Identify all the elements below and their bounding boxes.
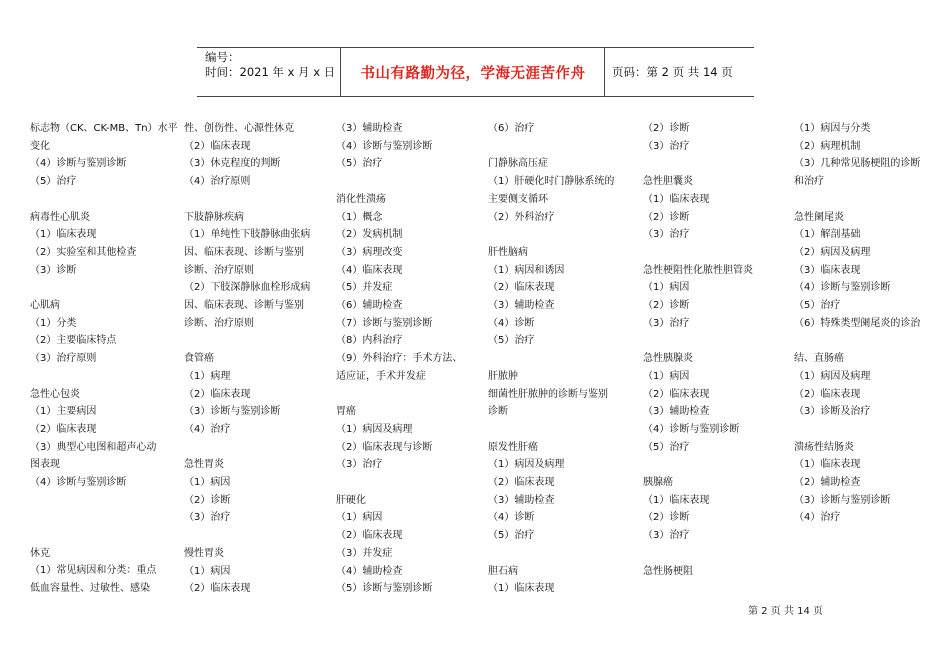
outline-line: （3）治疗 <box>643 229 690 241</box>
outline-column-1 <box>30 120 178 598</box>
blank-line <box>30 527 178 545</box>
document-date: 时间：2021 年 x 月 x 日 <box>205 65 336 79</box>
outline-line: 下肢静脉疾病 <box>184 211 244 223</box>
outline-line: （1）分类 <box>30 317 77 329</box>
outline-line: （1）临床表现 <box>643 494 710 506</box>
blank-line <box>643 456 791 474</box>
page-header <box>197 47 754 97</box>
outline-line: 门静脉高压症 <box>488 158 548 170</box>
outline-line: （4）治疗 <box>794 512 841 524</box>
blank-line <box>184 439 332 457</box>
outline-line: （1）病因及病理 <box>488 459 565 471</box>
outline-column-3 <box>336 120 484 598</box>
outline-line: （2）临床表现 <box>488 477 555 488</box>
outline-line: （3）治疗 <box>184 512 231 524</box>
header-divider <box>604 47 605 97</box>
outline-line: （4）诊断与鉴别诊断 <box>643 423 740 435</box>
outline-line: 主要侧支循环 <box>488 193 548 205</box>
blank-line <box>30 279 178 297</box>
outline-line: （7）诊断与鉴别诊断 <box>336 317 433 329</box>
outline-line: （3）治疗 <box>643 317 690 329</box>
outline-line: （4）治疗原则 <box>184 176 251 188</box>
outline-line: （2）临床表现与诊断 <box>336 441 433 453</box>
outline-line: （3）诊断与鉴别诊断 <box>184 406 281 418</box>
outline-line: （2）诊断 <box>184 494 231 506</box>
outline-line: 休克 <box>30 547 50 559</box>
header-divider <box>340 47 341 97</box>
outline-line: （3）辅助检查 <box>336 123 403 134</box>
blank-line <box>488 421 636 439</box>
outline-line: （5）并发症 <box>336 282 393 294</box>
outline-line: 溃疡性结肠炎 <box>794 441 854 453</box>
outline-line: 食管癌 <box>184 353 214 365</box>
blank-line <box>643 545 791 563</box>
header-motto: 书山有路勤为径，学海无涯苦作舟 <box>360 65 586 82</box>
outline-line: （1）病因 <box>643 282 690 294</box>
outline-line: （2）临床表现 <box>488 282 555 294</box>
outline-line: （8）内科治疗 <box>336 335 403 347</box>
outline-line: （1）主要病因 <box>30 406 97 418</box>
blank-line <box>184 191 332 209</box>
outline-line: 急性梗阻性化脓性胆管炎 <box>643 264 753 276</box>
outline-line: （5）治疗 <box>643 441 690 453</box>
outline-line: （2）临床表现 <box>794 388 861 400</box>
outline-line: （6）治疗 <box>488 123 535 134</box>
outline-line: 诊断 <box>488 406 508 418</box>
outline-line: 急性胰腺炎 <box>643 353 693 365</box>
outline-line: （3）治疗原则 <box>30 353 97 365</box>
outline-line: （2）诊断 <box>643 300 690 311</box>
outline-line: 肝脓肿 <box>488 370 518 382</box>
blank-line <box>184 527 332 545</box>
document-number-label: 编号： <box>205 50 240 64</box>
blank-line <box>30 368 178 386</box>
outline-column-2 <box>184 120 332 598</box>
outline-line: 肝性脑病 <box>488 246 528 258</box>
outline-line: （4）诊断与鉴别诊断 <box>794 282 891 294</box>
header-meta <box>205 50 335 80</box>
outline-line: （1）病因与分类 <box>794 123 871 134</box>
outline-line: 性、创伤性、心源性休克 <box>184 123 294 134</box>
outline-line: 低血容量性、过敏性、感染 <box>30 583 150 595</box>
outline-line: （2）病因及病理 <box>794 246 871 258</box>
outline-line: （1）常见病因和分类：重点 <box>30 565 157 577</box>
outline-line: （5）治疗 <box>488 530 535 542</box>
outline-line: 诊断、治疗原则 <box>184 264 254 276</box>
outline-line: （1）临床表现 <box>794 459 861 471</box>
outline-line: （4）诊断与鉴别诊断 <box>30 477 127 489</box>
outline-line: （2）辅助检查 <box>794 477 861 489</box>
outline-line: （1）单纯性下肢静脉曲张病 <box>184 229 311 241</box>
outline-line: （2）实验室和其他检查 <box>30 246 137 258</box>
outline-line: 细菌性肝脓肿的诊断与鉴别 <box>488 388 608 400</box>
page-footer: 第 2 页 共 14 页 <box>748 606 823 617</box>
outline-line: 心肌病 <box>30 300 60 311</box>
outline-column-6 <box>794 120 942 527</box>
blank-line <box>336 474 484 492</box>
outline-line: （4）诊断 <box>488 317 535 329</box>
outline-line: （3）并发症 <box>336 547 393 559</box>
outline-line: 胰腺癌 <box>643 477 673 488</box>
outline-line: （2）下肢深静脉血栓形成病 <box>184 282 311 294</box>
outline-line: （1）病因 <box>184 477 231 489</box>
outline-line: （1）病因 <box>336 512 383 524</box>
outline-line: 肝硬化 <box>336 494 366 506</box>
outline-line: （1）概念 <box>336 211 383 223</box>
outline-line: （2）临床表现 <box>184 583 251 595</box>
outline-line: （3）诊断与鉴别诊断 <box>794 494 891 506</box>
outline-line: （1）解剖基础 <box>794 229 861 241</box>
blank-line <box>643 332 791 350</box>
outline-line: 消化性溃疡 <box>336 193 386 205</box>
outline-line: （2）临床表现 <box>336 530 403 542</box>
outline-line: （2）临床表现 <box>643 388 710 400</box>
outline-line: （3）几种常见肠梗阻的诊断 <box>794 158 921 170</box>
outline-line: 原发性肝癌 <box>488 441 538 453</box>
outline-line: （6）辅助检查 <box>336 300 403 312</box>
outline-line: （3）治疗 <box>643 140 690 152</box>
outline-line: 胆石病 <box>488 565 518 577</box>
outline-line: （5）诊断与鉴别诊断 <box>336 583 433 595</box>
outline-line: 图表现 <box>30 459 60 471</box>
outline-line: （2）临床表现 <box>184 140 251 152</box>
outline-line: （1）病因及病理 <box>336 423 413 435</box>
outline-line: 诊断、治疗原则 <box>184 317 254 329</box>
outline-line: （3）辅助检查 <box>643 406 710 418</box>
blank-line <box>30 492 178 510</box>
blank-line <box>184 332 332 350</box>
outline-line: （3）病理改变 <box>336 246 403 258</box>
outline-line: （3）辅助检查 <box>488 300 555 311</box>
outline-line: 和治疗 <box>794 176 824 188</box>
outline-line: （2）临床表现 <box>184 388 251 400</box>
blank-line <box>30 509 178 527</box>
outline-line: （4）诊断与鉴别诊断 <box>30 158 127 170</box>
outline-line: （3）治疗 <box>643 530 690 542</box>
blank-line <box>488 138 636 156</box>
blank-line <box>488 350 636 368</box>
blank-line <box>488 545 636 563</box>
outline-column-5 <box>643 120 791 580</box>
outline-line: （3）辅助检查 <box>488 494 555 506</box>
header-page-info: 页码：第 2 页 共 14 页 <box>612 65 733 79</box>
outline-line: （1）肝硬化时门静脉系统的 <box>488 176 615 188</box>
outline-line: （3）诊断及治疗 <box>794 406 871 418</box>
outline-line: （1）临床表现 <box>488 583 555 595</box>
outline-line: （3）诊断 <box>30 264 77 276</box>
blank-line <box>30 191 178 209</box>
outline-line: （2）病理机制 <box>794 140 861 152</box>
blank-line <box>794 332 942 350</box>
blank-line <box>794 191 942 209</box>
outline-line: （1）病理 <box>184 370 231 382</box>
outline-line: 急性心包炎 <box>30 388 80 400</box>
outline-line: 慢性胃炎 <box>184 547 224 559</box>
outline-line: （4）诊断 <box>488 512 535 524</box>
outline-line: （3）典型心电图和超声心动 <box>30 441 157 453</box>
outline-column-4 <box>488 120 636 598</box>
outline-line: （4）辅助检查 <box>336 565 403 577</box>
outline-line: （2）临床表现 <box>30 423 97 435</box>
outline-line: 病毒性心肌炎 <box>30 211 90 223</box>
outline-line: 胃癌 <box>336 406 356 418</box>
outline-line: （2）主要临床特点 <box>30 335 117 347</box>
outline-line: 急性阑尾炎 <box>794 211 844 223</box>
outline-line: （5）治疗 <box>794 300 841 312</box>
outline-line: （1）临床表现 <box>30 229 97 241</box>
blank-line <box>336 173 484 191</box>
blank-line <box>336 386 484 404</box>
outline-line: 结、直肠癌 <box>794 353 844 365</box>
blank-line <box>643 244 791 262</box>
outline-line: （3）休克程度的判断 <box>184 158 281 170</box>
outline-line: （9）外科治疗：手术方法、 <box>336 353 463 365</box>
outline-line: （2）外科治疗 <box>488 211 555 223</box>
outline-line: 适应证，手术并发症 <box>336 370 426 382</box>
outline-line: （1）病因 <box>643 370 690 382</box>
outline-line: （5）治疗 <box>336 158 383 170</box>
outline-line: （4）诊断与鉴别诊断 <box>336 140 433 152</box>
outline-line: 标志物（CK、CK-MB、Tn）水平变化 <box>30 123 178 152</box>
outline-line: （2）诊断 <box>643 512 690 524</box>
blank-line <box>488 226 636 244</box>
outline-line: （5）治疗 <box>488 335 535 347</box>
outline-line: （1）病因及病理 <box>794 370 871 382</box>
blank-line <box>794 421 942 439</box>
outline-line: （2）诊断 <box>643 211 690 223</box>
outline-line: 因、临床表现、诊断与鉴别 <box>184 300 304 312</box>
outline-line: 因、临床表现、诊断与鉴别 <box>184 246 304 258</box>
outline-line: （2）诊断 <box>643 123 690 134</box>
outline-line: 急性胃炎 <box>184 459 224 471</box>
outline-line: （6）特殊类型阑尾炎的诊治 <box>794 317 921 329</box>
outline-line: （1）病因 <box>184 565 231 577</box>
outline-line: 急性肠梗阻 <box>643 565 693 577</box>
outline-line: （4）临床表现 <box>336 264 403 276</box>
outline-line: 急性胆囊炎 <box>643 176 693 188</box>
blank-line <box>643 155 791 173</box>
outline-line: （5）治疗 <box>30 176 77 188</box>
outline-line: （3）治疗 <box>336 459 383 471</box>
outline-line: （1）临床表现 <box>643 193 710 205</box>
outline-line: （2）发病机制 <box>336 229 403 241</box>
outline-line: （3）临床表现 <box>794 264 861 276</box>
outline-line: （4）治疗 <box>184 423 231 435</box>
outline-line: （1）病因和诱因 <box>488 264 565 276</box>
